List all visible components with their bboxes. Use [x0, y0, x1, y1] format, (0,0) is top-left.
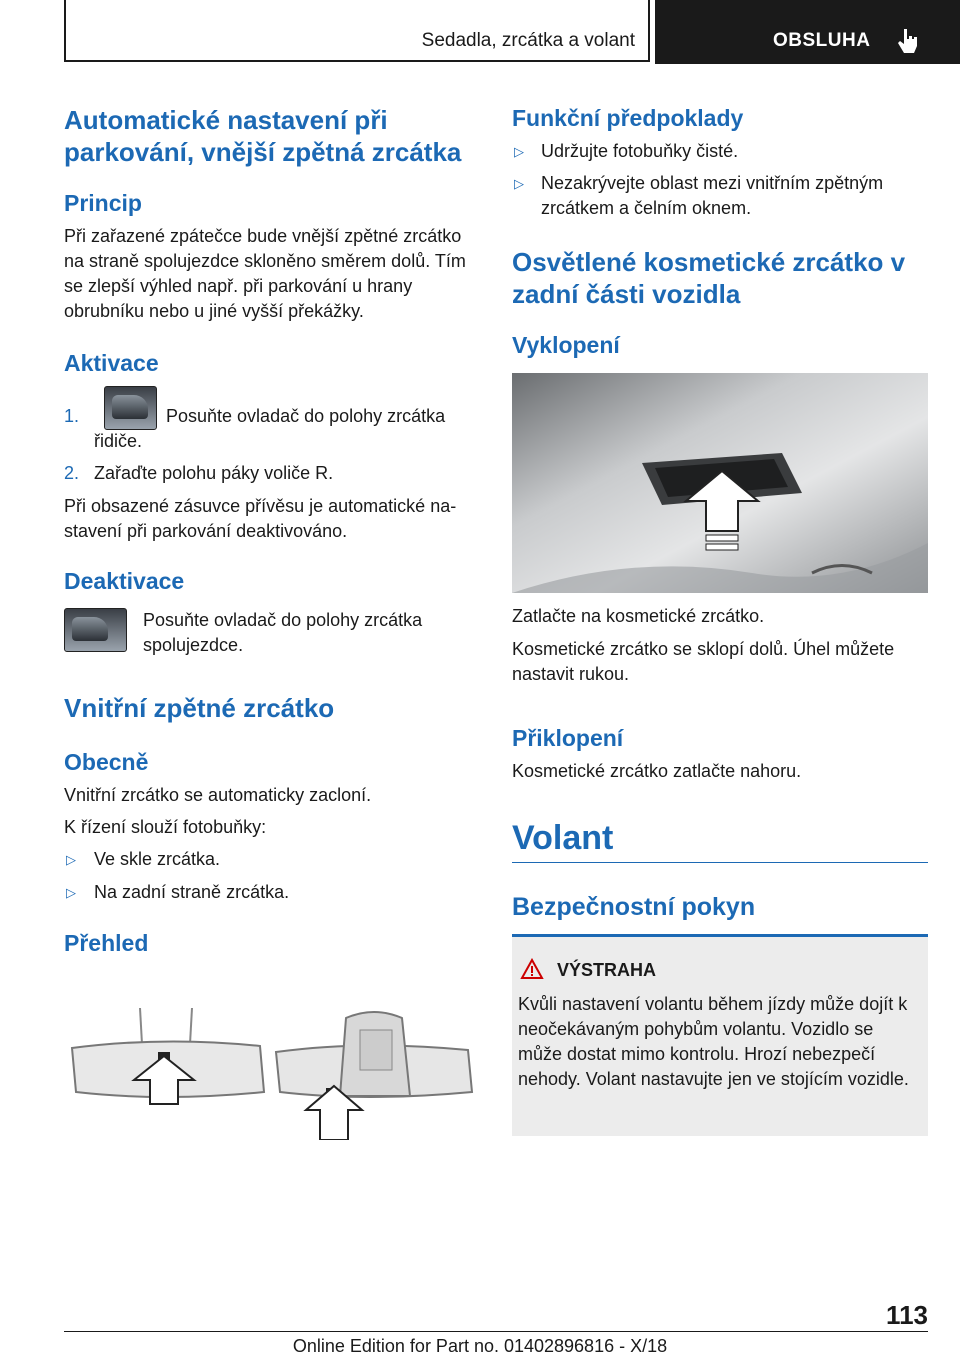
heading-osvetlene-zrcatko: Osvětlené kosmetické zrcátko v zadní části vozidla	[512, 247, 906, 309]
heading-funkcni-predpoklady: Funkční předpoklady	[512, 105, 744, 131]
heading-bezpecnostni-pokyn: Bezpečnostní pokyn	[512, 893, 756, 921]
mirror-switch-passenger-image	[64, 608, 127, 652]
list-item: Na zadní straně zrcátka.	[94, 882, 290, 902]
tab-obsluha[interactable]	[655, 0, 960, 64]
warning-box	[512, 934, 928, 1136]
footer-edition-text: Online Edition for Part no. 01402896816 - X/18	[292, 1336, 668, 1356]
heading-automatic-parking: Automatické nastavení při parkování, vnější zpětná zrcátka	[64, 105, 462, 167]
section-divider	[512, 862, 928, 863]
footer-rule	[64, 1331, 928, 1332]
heading-vnitrni-zrcatko: Vnitřní zpětné zrcátko	[64, 693, 335, 723]
paragraph-vyklopeni: Kosmetické zrcátko se sklopí dolů. Úhel můžete nastavit rukou.	[512, 639, 895, 684]
paragraph-deaktivace: Posuňte ovladač do polohy zrcátka spolujezdce.	[143, 610, 423, 655]
paragraph-priklopeni: Kosmetické zrcátko zatlačte nahoru.	[512, 761, 802, 781]
heading-priklopeni: Přiklopení	[512, 725, 624, 751]
paragraph-vyklopeni: Zatlačte na kosmetické zrcátko.	[512, 606, 765, 626]
warning-title: VÝSTRAHA	[557, 960, 657, 980]
step-number: 1.	[64, 406, 80, 426]
step-text: Zařaďte polohu páky voliče R.	[94, 463, 334, 483]
warning-triangle-icon	[520, 958, 544, 980]
section-title: Sedadla, zrcátka a volant	[421, 30, 635, 51]
heading-aktivace: Aktivace	[64, 350, 159, 376]
tab-label: OBSLUHA	[773, 30, 871, 51]
heading-obecne: Obecně	[64, 749, 149, 775]
paragraph-aktivace: Při obsazené zásuvce přívěsu je automatické nastavení při parkování deaktivováno.	[64, 496, 457, 541]
heading-deaktivace: Deaktivace	[64, 568, 185, 594]
pointing-hand-icon	[897, 28, 919, 54]
paragraph-obecne: Vnitřní zrcátko se automaticky zaclоní.	[64, 785, 372, 805]
heading-vyklopeni: Vyklopení	[512, 332, 620, 358]
warning-text: Kvůli nastavení volantu během jízdy může dojít k neočekávaným pohybům volantu. Vozidlo se může dostat mimo kontrolu. Hrozí nebezpečí nehody. Volant nastavujte jen ve stojícím vozidle.	[518, 994, 909, 1089]
step-text: Posuňte ovladač do polohy zrcátka řidiče.	[94, 406, 446, 451]
heading-princip: Princip	[64, 190, 142, 216]
rearview-mirror-illustration	[64, 1000, 480, 1140]
paragraph-princip: Při zařazené zpátečce bude vnější zpětné zrcátko na straně spolujezdce skloněno směrem dolů. Tím se zlepší výhled např. při parkování u hrany obrubníku nebo u jiné vyšší překážky.	[64, 226, 466, 321]
list-item: Ve skle zrcátka.	[94, 849, 221, 869]
bullet-triangle-icon: ▷	[66, 885, 76, 900]
heading-volant: Volant	[512, 819, 614, 857]
list-item: Nezakrývejte oblast mezi vnitřním zpětným zrcátkem a čelním oknem.	[541, 173, 884, 218]
page-number: 113	[886, 1300, 928, 1330]
bullet-triangle-icon: ▷	[66, 852, 76, 867]
step-number: 2.	[64, 463, 80, 483]
list-item: Udržujte fotobuňky čisté.	[541, 141, 739, 161]
heading-prehled: Přehled	[64, 930, 149, 956]
bullet-triangle-icon: ▷	[514, 176, 524, 191]
vanity-mirror-photo	[512, 373, 928, 593]
bullet-triangle-icon: ▷	[514, 144, 524, 159]
paragraph-obecne: K řízení slouží fotobuňky:	[64, 817, 267, 837]
